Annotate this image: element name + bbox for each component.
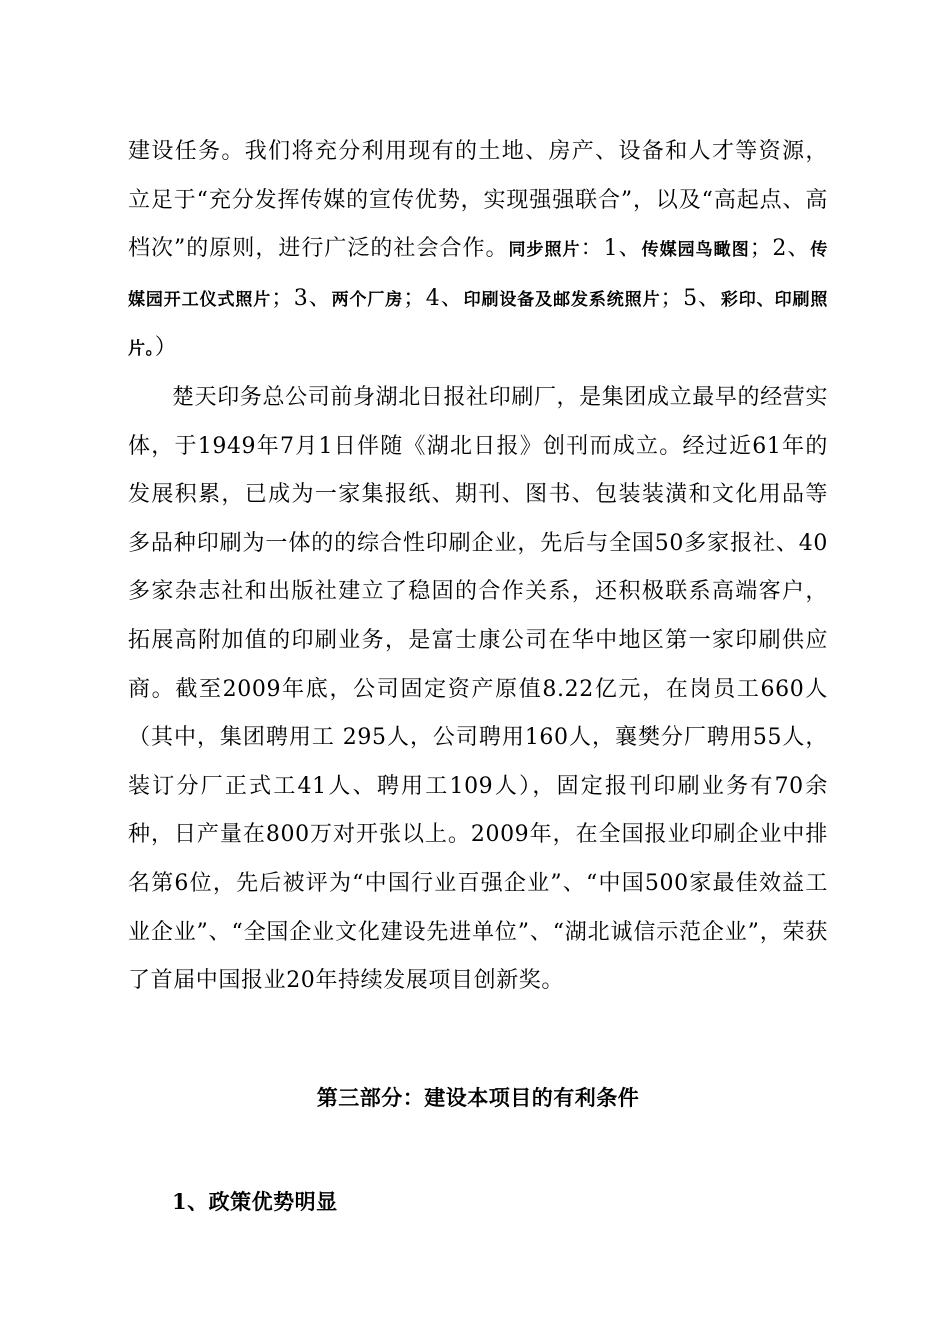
photo-item-3-number: 3、 (293, 285, 332, 311)
photo-separator-4: ； (660, 285, 684, 311)
photo-item-1-number: 1、 (603, 236, 642, 262)
photo-note-close-paren: ） (154, 335, 178, 361)
photo-item-2-number: 2、 (772, 236, 811, 262)
photo-item-5: 彩印、印刷照片。 (128, 289, 828, 360)
photo-separator-1: ； (749, 236, 773, 262)
photo-separator-3: ； (403, 285, 426, 311)
photo-item-2: 传媒园开工仪式照片 (128, 240, 828, 310)
photo-item-4: 印刷设备及邮发系统照片 (463, 289, 661, 310)
photo-item-5-number: 5、 (683, 285, 721, 311)
paragraph-cooperation-text: 建设任务。我们将充分利用现有的土地、房产、设备和人才等资源，立足于“充分发挥传媒的宣传优势，实现强强联合”，以及“高起点、高档次”的原则，进行广泛的社会合作。 (128, 139, 828, 262)
photo-separator-2: ； (271, 285, 294, 311)
paragraph-cooperation (128, 128, 828, 374)
photo-note-colon: ： (580, 236, 604, 262)
photo-note-label: 同步照片 (508, 240, 581, 261)
paragraph-company-profile: 楚天印务总公司前身湖北日报社印刷厂，是集团成立最早的经营实体，于1949年7月1日伴随《湖北日报》创刊而成立。经过近61年的发展积累，已成为一家集报纸、期刊、图书、包装装潢和文化用品等多品种印刷为一体的的综合性印刷企业，先后与全国50多家报社、40多家杂志社和出版社建立了稳固的合作关系，还积极联系高端客户，拓展高附加值的印刷业务，是富士康公司在华中地区第一家印刷供应商。截至2009年底，公司固定资产原值8.22亿元，在岗员工660人（其中，集团聘用工 295人，公司聘用160人，襄樊分厂聘用55人，装订分厂正式工41人、聘用工109人），固定报刊印刷业务有70余种，日产量在800万对开张以上。2009年，在全国报业印刷企业中排名第6位，先后被评为“中国行业百强企业”、“中国500家最佳效益工业企业”、“全国企业文化建设先进单位”、“湖北诚信示范企业”，荣获了首届中国报业20年持续发展项目创新奖。 (128, 384, 828, 994)
photo-item-1: 传媒园鸟瞰图 (641, 240, 750, 261)
section-title: 第三部分：建设本项目的有利条件 (316, 1086, 640, 1110)
document-page (128, 128, 828, 1214)
photo-item-3: 两个厂房 (331, 289, 404, 310)
photo-item-4-number: 4、 (425, 285, 464, 311)
subsection-title: 1、政策优势明显 (172, 1189, 338, 1214)
